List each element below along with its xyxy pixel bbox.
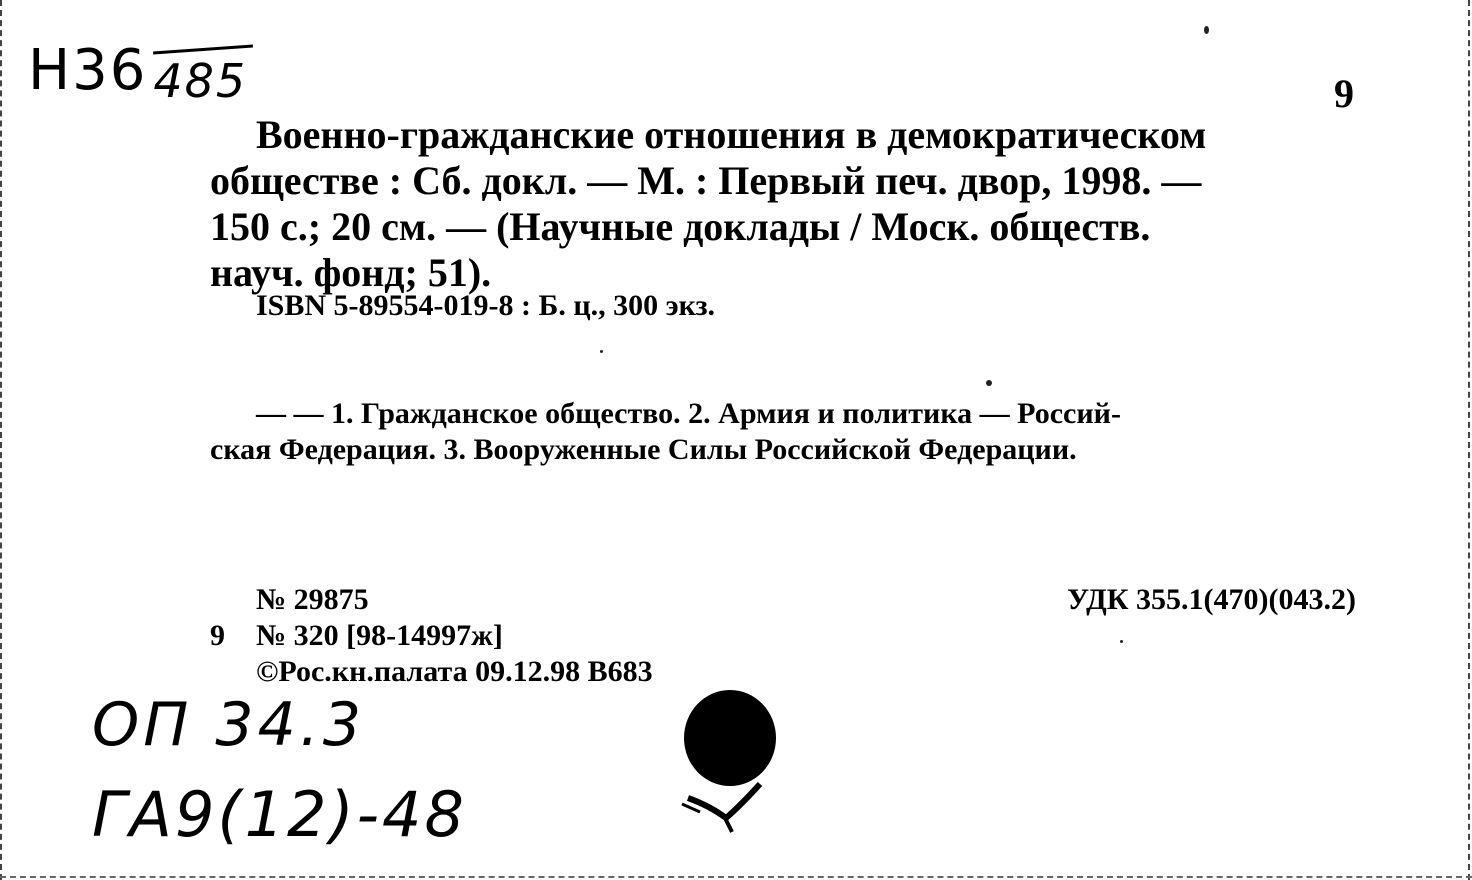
card-right-edge bbox=[1465, 0, 1470, 880]
handwritten-classification: ОП 34.3 bbox=[92, 690, 366, 760]
card-left-edge bbox=[0, 0, 5, 880]
handwritten-location-code: ГА9(12)-48 bbox=[92, 778, 467, 851]
record-number: № 29875 bbox=[256, 583, 369, 616]
record-second-row bbox=[210, 618, 653, 654]
handwritten-fraction: 485 bbox=[153, 54, 248, 108]
speck bbox=[600, 350, 603, 353]
card-bottom-edge bbox=[0, 874, 1472, 878]
title-line-text: обществе : Сб. докл. — М. : Первый печ. двор, 1998. — bbox=[210, 158, 1202, 203]
record-second: № 320 [98-14997ж] bbox=[256, 619, 503, 652]
copyright-row bbox=[210, 654, 653, 690]
speck bbox=[1120, 640, 1123, 643]
punch-hole-mark bbox=[680, 686, 790, 836]
bibliographic-description bbox=[210, 112, 1358, 296]
isbn-line: ISBN 5-89554-019-8 : Б. ц., 300 экз. bbox=[256, 289, 716, 322]
registration-block bbox=[210, 582, 653, 690]
udk-code: УДК 355.1(470)(043.2) bbox=[1067, 583, 1356, 616]
record-number-row bbox=[210, 582, 653, 618]
subject-line-1: — — 1. Гражданское общество. 2. Армия и политика — Россий- bbox=[256, 397, 1121, 430]
handwritten-shelf-code bbox=[28, 38, 248, 108]
title-line-text: науч. фонд; 51). bbox=[210, 250, 492, 295]
ink-dot bbox=[986, 380, 992, 386]
record-prefix: 9 bbox=[210, 619, 225, 652]
title-line-text: 150 с.; 20 см. — (Научные доклады / Моск. обществ. bbox=[210, 204, 1151, 249]
title-line-text: Военно-гражданские отношения в демократическом bbox=[256, 112, 1207, 157]
card-number: 9 bbox=[1334, 71, 1354, 116]
title-line-1 bbox=[210, 112, 1358, 158]
title-line-2 bbox=[210, 158, 1358, 204]
speck bbox=[1204, 26, 1209, 34]
copyright-line: ©Рос.кн.палата 09.12.98 В683 bbox=[256, 655, 653, 688]
handwritten-code: Н36 bbox=[28, 38, 148, 103]
subject-headings bbox=[210, 396, 1358, 468]
subject-line-2: ская Федерация. 3. Вооруженные Силы Российской Федерации. bbox=[210, 433, 1077, 466]
title-line-3 bbox=[210, 204, 1358, 250]
